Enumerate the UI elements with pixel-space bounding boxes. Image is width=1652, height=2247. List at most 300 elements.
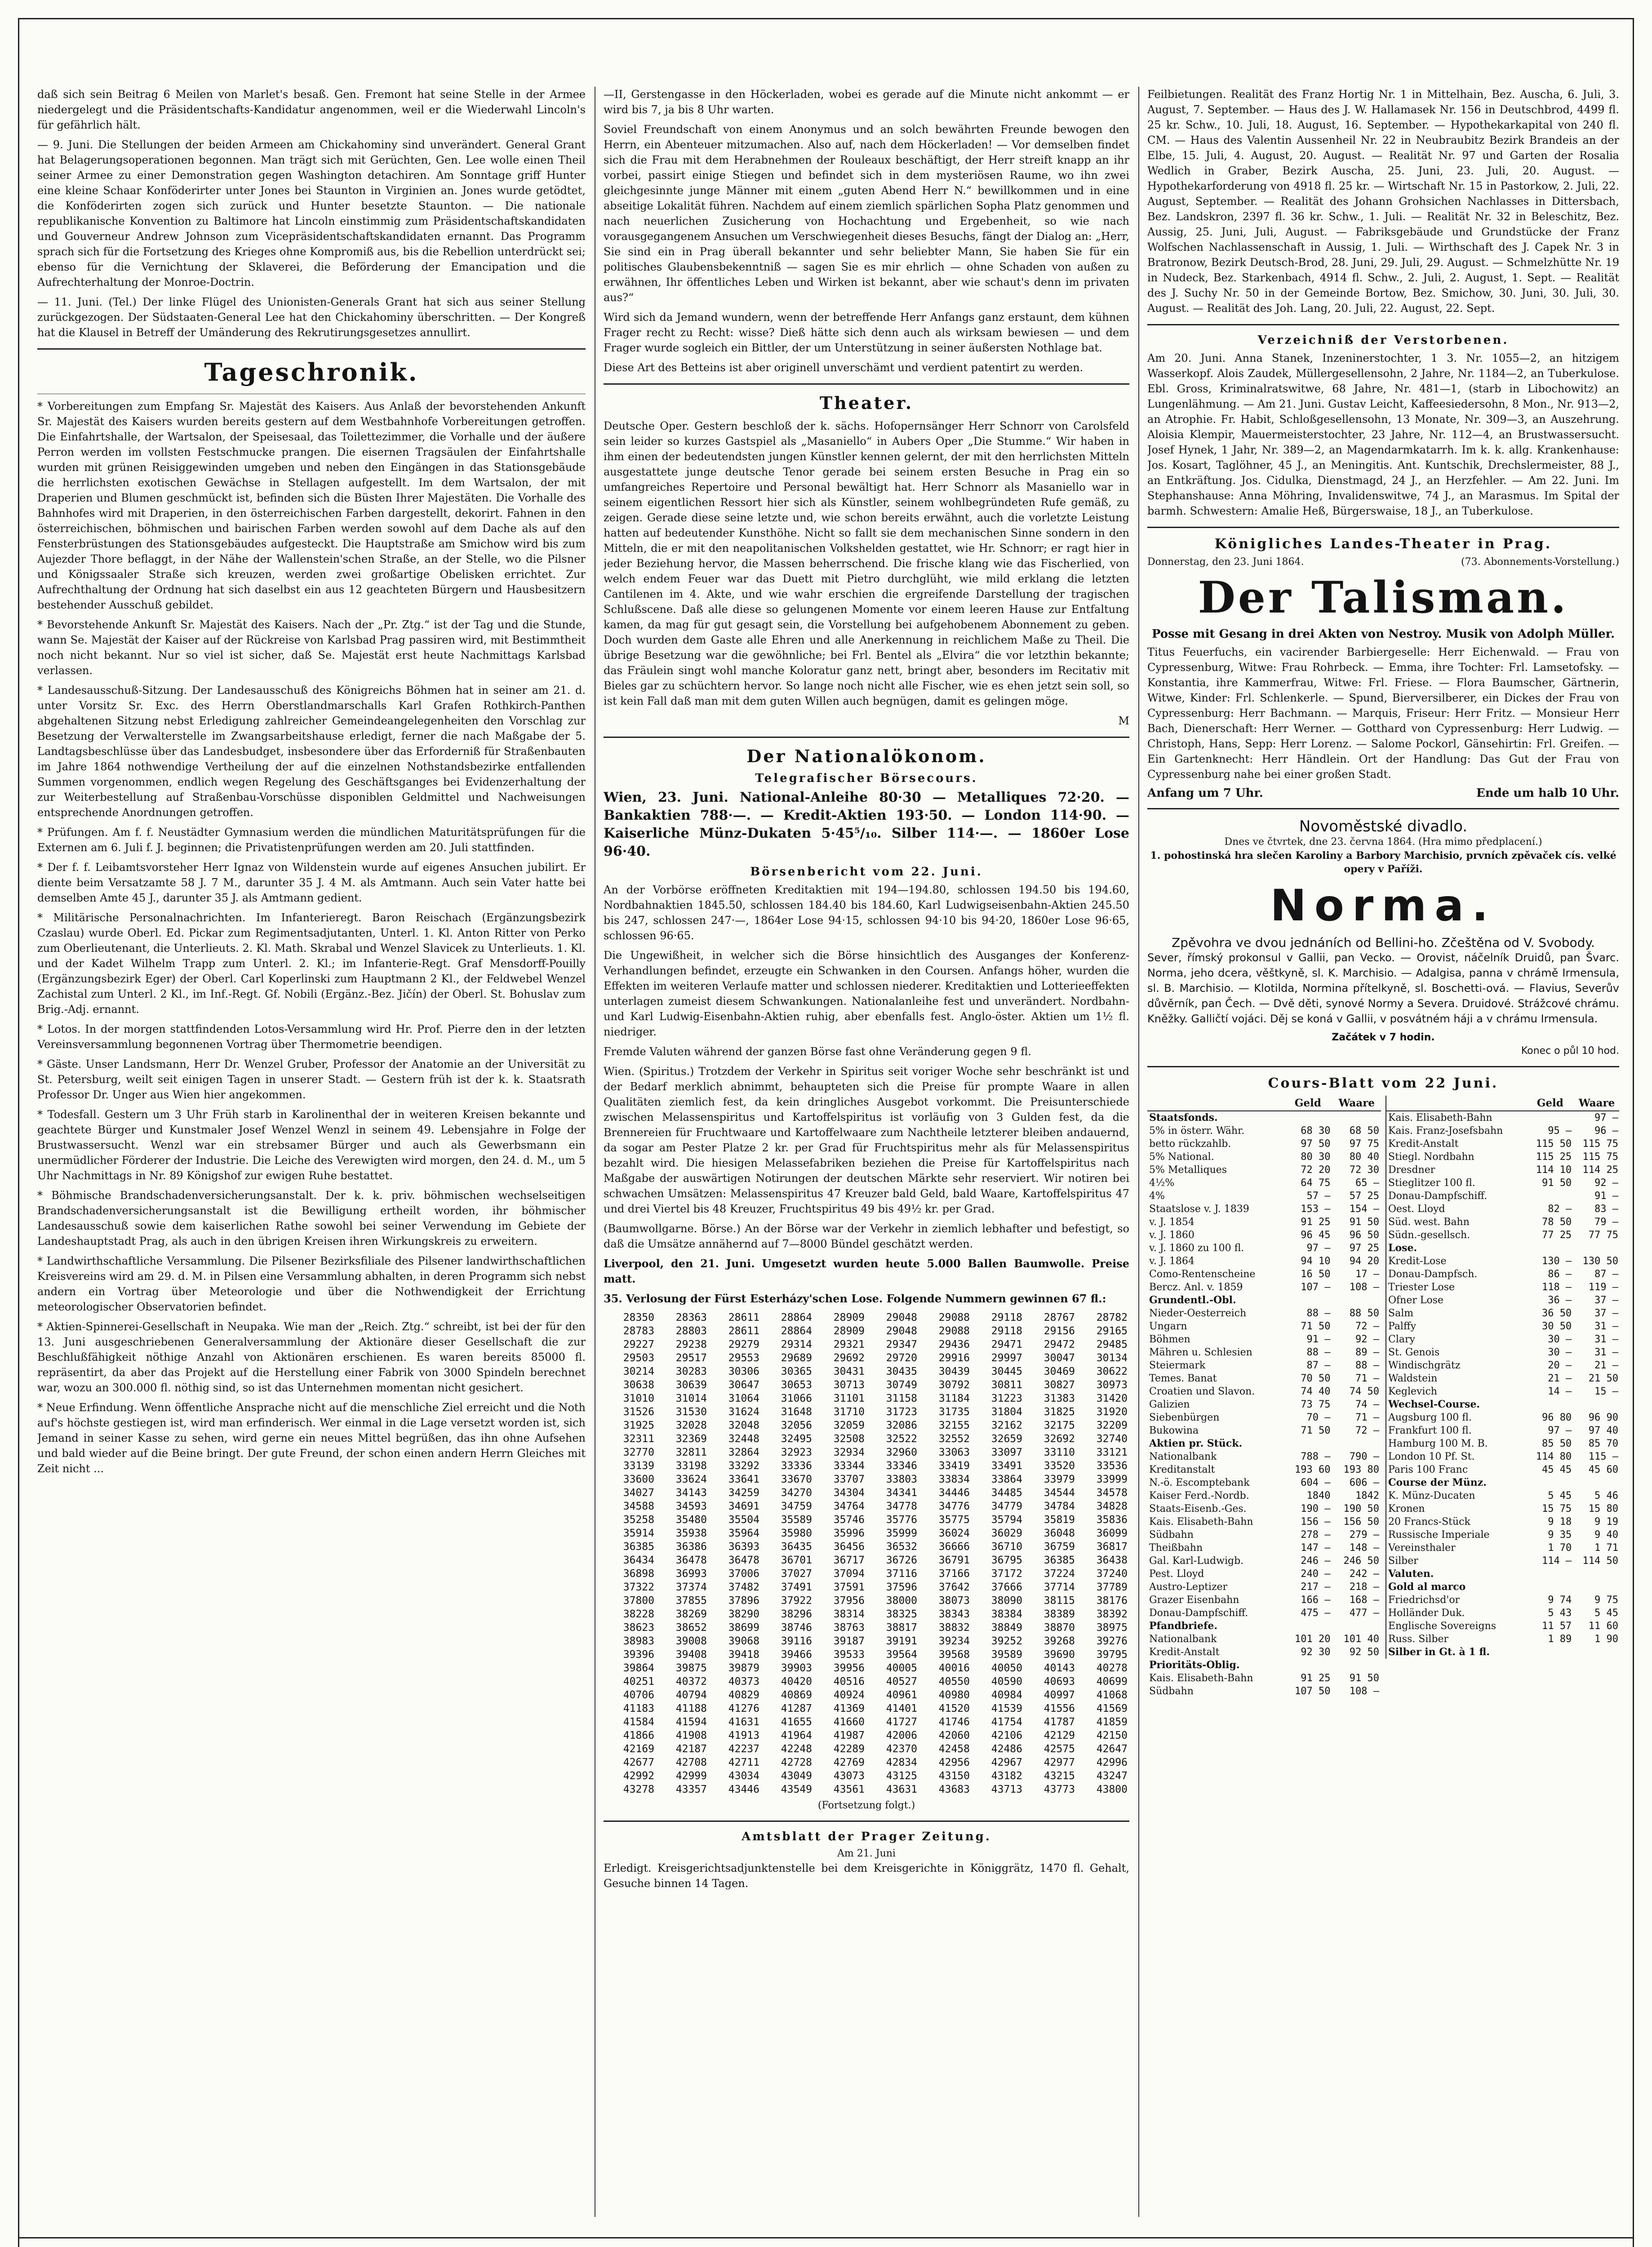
lottery-number: 34259 <box>728 1487 759 1499</box>
lottery-number: 33419 <box>938 1460 970 1472</box>
kurs-waare: 790 — <box>1349 1451 1379 1462</box>
lottery-number: 34764 <box>833 1501 865 1512</box>
lottery-number: 35794 <box>991 1514 1022 1526</box>
lottery-number: 34784 <box>1044 1501 1075 1512</box>
lottery-number: 28363 <box>675 1312 707 1323</box>
kurs-geld: 115 50 <box>1536 1138 1572 1150</box>
kurs-geld <box>1283 1659 1332 1672</box>
lottery-number: 40980 <box>938 1689 970 1701</box>
kurs-waare <box>1332 1659 1381 1672</box>
kurs-geld: 91 25 <box>1301 1673 1331 1684</box>
kurs-row <box>1147 1489 1381 1502</box>
kurs-row <box>1386 1163 1619 1177</box>
lottery-number: 39191 <box>886 1635 917 1647</box>
lottery-number: 38269 <box>675 1608 707 1620</box>
kurs-geld: 30 — <box>1548 1347 1572 1358</box>
kurs-row <box>1147 1581 1381 1594</box>
kurs-label: Kredit-Anstalt <box>1149 1647 1220 1658</box>
lottery-number: 39690 <box>1044 1649 1075 1661</box>
chronicle-item: * Der f. f. Leibamtsvorsteher Herr Ignaz von Wildenstein wurde auf eigenes Ansuchen jubilirt. Er diente beim Versatzamte 58 J. 7 M., darunter 35 J. 4 M. als Amtmann. Auch sein Vater hatte bei demselben Amte 45 J., darunter 35 J. als Amtmann gedient. <box>37 861 586 904</box>
kurs-header-row <box>1147 1096 1381 1111</box>
kurs-geld: 95 — <box>1548 1125 1572 1137</box>
kurs-geld: 82 — <box>1548 1203 1572 1215</box>
kurs-waare: 96 — <box>1594 1125 1618 1137</box>
lottery-number: 35980 <box>781 1528 812 1539</box>
kurs-geld: 107 — <box>1301 1282 1331 1293</box>
kurs-label: Siebenbürgen <box>1149 1412 1220 1423</box>
lottery-number: 35964 <box>728 1528 759 1539</box>
lottery-number: 33097 <box>991 1447 1022 1458</box>
theater-review: Deutsche Oper. Gestern beschloß der k. sächs. Hofopernsänger Herr Schnorr von Carolsfeld sein leider so kurzes Gastspiel als „Masaniello“ in Aubers Oper „Die Stumme.“ Wir haben in ihm einen der bedeutendsten jungen Künstler kennen gelernt, der mit den herrlichsten Mitteln ausgestattete junge deutsche Tenor gerade bei seinem ersten Besuche in Prag ein so umfangreiches Repertoire und Personal bewältigt hat. Herr Schnorr als Masaniello war in seinem eigentlichen Ressort hier sich als Künstler, seinem wohlbegründeten Rufe gemäß, zu zeigen. Gerade diese seine letzte und, wie schon bereits erwähnt, auch die vorletzte Leistung hatten auf bedeutender Kunsthöhe. Nicht so fallt sie dem mechanischen Sinne sondern in den Mitteln, die er mit den neapolitanischen Volkshelden gestattet, wie Hr. Schnorr; er ragt hier in jeder Beziehung hervor, die Massen beherrschend. Die frische klang wie das Fischerlied, von welch endem Feuer war das Duett mit Pietro durchglüht, wie mild erklang die letzten Cantilenen im 4. Akte, und wie wahr erschien die ergreifende Darstellung der tragischen Schlußscene. Daß alle diese so gelungenen Momente vor einem leeren Hause zur Entfaltung kamen, da mag für gut gesagt sein, die Vorstellung bei aufgehobenem Abonnement zu geben. Doch wurden dem Gaste alle Ehren und alle Anerkennung in reichlichem Maße zu Theil. Die übrige Besetzung war die gewöhnliche; bei Frl. Bentel als „Elvira“ die vor letzthin bekannte; das Fräulein singt wohl manche Koloratur ganz nett, bringt aber, besonders im Recitativ mit Bieles gar zu schüchtern hervor. So lange noch nicht alle Fischer, wie es ehen jetzt sein soll, so ist kein Fall daß man mit dem guten Willen auch begnügen, damit es gelingen möge. <box>604 420 1129 707</box>
lottery-number: 41287 <box>781 1703 812 1714</box>
kurs-waare: 74 50 <box>1349 1386 1379 1397</box>
kurs-waare: 57 25 <box>1349 1190 1379 1202</box>
lottery-number: 41556 <box>1044 1703 1075 1714</box>
newspaper-page <box>18 18 1634 2247</box>
lottery-row <box>604 1324 1129 1338</box>
kurs-waare: 72 — <box>1355 1321 1379 1332</box>
lottery-number: 30811 <box>991 1379 1022 1391</box>
kurs-row <box>1386 1190 1619 1203</box>
kurs-geld: 91 — <box>1306 1334 1331 1345</box>
lottery-number: 39396 <box>623 1649 654 1661</box>
chronicle-item: * Lotos. In der morgen stattfindenden Lotos-Versammlung wird Hr. Prof. Pierre den in der letzten Vereinsversammlung begonnenen Vortrag über Thermometrie beendigen. <box>37 1023 586 1051</box>
kurs-geld: 70 50 <box>1301 1373 1331 1384</box>
lottery-number: 43049 <box>781 1770 812 1782</box>
lottery-number: 32960 <box>886 1447 917 1458</box>
lottery-number: 43713 <box>991 1784 1022 1795</box>
lottery-number: 33063 <box>938 1447 970 1458</box>
lottery-number: 42169 <box>623 1743 654 1755</box>
lottery-number: 30435 <box>886 1366 917 1377</box>
novomestske-date: Dnes ve čtvrtek, dne 23. června 1864. (Hra mimo předplacení.) <box>1224 836 1542 848</box>
kurs-geld: 20 — <box>1548 1360 1572 1371</box>
kurs-row <box>1386 1307 1619 1320</box>
kurs-row <box>1147 1163 1381 1177</box>
lottery-number: 36898 <box>623 1568 654 1580</box>
kurs-label: Südbahn <box>1149 1686 1194 1697</box>
kurs-waare: 9 19 <box>1594 1516 1618 1528</box>
kurs-label: Kredit-Anstalt <box>1388 1138 1459 1150</box>
kurs-waare <box>1332 1620 1381 1633</box>
lottery-number: 37714 <box>1044 1581 1075 1593</box>
column-2 <box>604 87 1129 2217</box>
lottery-number: 38870 <box>1044 1622 1075 1634</box>
lottery-row <box>604 1581 1129 1594</box>
lottery-number: 41754 <box>991 1716 1022 1728</box>
kurs-waare: 74 — <box>1355 1399 1379 1410</box>
kurs-label: Gold al marco <box>1388 1581 1466 1593</box>
kurs-blatt <box>1147 1096 1619 1707</box>
lottery-number: 36791 <box>938 1554 970 1566</box>
kurs-geld: 80 30 <box>1301 1151 1331 1163</box>
kurs-geld: 87 — <box>1306 1360 1331 1371</box>
lottery-number: 32369 <box>675 1433 707 1445</box>
lottery-number: 42728 <box>781 1757 812 1768</box>
kurs-label: Grazer Eisenbahn <box>1149 1594 1239 1606</box>
market-paragraph: An der Vorbörse eröffneten Kreditaktien mit 194—194.80, schlossen 194.50 bis 194.60, Nordbahnaktien 1845.50, schlossen 184.40 bis 184.60, Karl Ludwigseisenbahn-Aktien 245.50 bis 247, schlossen 247·—, 1864er Lose 94·15, schlossen 94·10 bis 94·20, 1860er Lose 96·65, schlossen 96·65. <box>604 884 1129 942</box>
market-paragraph: Liverpool, den 21. Juni. Umgesetzt wurden heute 5.000 Ballen Baumwolle. Preise matt. <box>604 1257 1129 1285</box>
lottery-number: 38763 <box>833 1622 865 1634</box>
kurs-label: Gal. Karl-Ludwigb. <box>1149 1555 1244 1567</box>
kurs-waare: 97 75 <box>1349 1138 1379 1150</box>
lottery-row <box>604 1513 1129 1527</box>
lottery-number: 36478 <box>728 1554 759 1566</box>
lottery-number: 38983 <box>623 1635 654 1647</box>
kurs-row <box>1147 1424 1381 1437</box>
section-title-nationaloekonom: Der Nationalökonom. <box>746 746 986 766</box>
lottery-number: 36701 <box>781 1554 812 1566</box>
lottery-number: 31158 <box>886 1393 917 1404</box>
kurs-label: Palffy <box>1388 1321 1417 1332</box>
kurs-geld: 86 — <box>1548 1269 1572 1280</box>
lottery-number: 37642 <box>938 1581 970 1593</box>
lottery-number: 33999 <box>1096 1474 1128 1485</box>
lottery-number: 32522 <box>886 1433 917 1445</box>
kurs-geld: 30 — <box>1548 1334 1572 1345</box>
kurs-waare: 108 — <box>1349 1282 1379 1293</box>
lottery-row <box>604 1688 1129 1702</box>
kurs-waare: 130 50 <box>1582 1256 1618 1267</box>
lottery-number: 29472 <box>1044 1339 1075 1350</box>
kurs-geld: 1 70 <box>1548 1542 1572 1554</box>
play-end: Ende um halb 10 Uhr. <box>1476 786 1619 800</box>
kurs-label: Staatslose v. J. 1839 <box>1149 1203 1249 1215</box>
lottery-number: 35999 <box>886 1528 917 1539</box>
lottery-number: 28611 <box>728 1312 759 1323</box>
lottery-number: 36434 <box>623 1554 654 1566</box>
lottery-number: 32923 <box>781 1447 812 1458</box>
lottery-number: 41746 <box>938 1716 970 1728</box>
lottery-number: 32311 <box>623 1433 654 1445</box>
lottery-number: 37922 <box>781 1595 812 1607</box>
lottery-number: 41655 <box>781 1716 812 1728</box>
kurs-waare: 77 75 <box>1588 1230 1618 1241</box>
lottery-number: 36532 <box>886 1541 917 1553</box>
kurs-geld: 92 30 <box>1301 1647 1331 1658</box>
kurs-geld: 130 — <box>1541 1256 1572 1267</box>
lottery-number: 31804 <box>991 1406 1022 1418</box>
kurs-waare: 89 — <box>1355 1347 1379 1358</box>
lottery-number: 29553 <box>728 1352 759 1364</box>
kurs-label: v. J. 1860 zu 100 fl. <box>1149 1243 1244 1254</box>
lottery-number: 32175 <box>1044 1420 1075 1431</box>
kurs-geld: 70 — <box>1306 1412 1331 1423</box>
kurs-category <box>1386 1242 1619 1255</box>
lottery-row <box>604 1554 1129 1567</box>
lottery-number: 31064 <box>728 1393 759 1404</box>
lottery-number: 32934 <box>833 1447 865 1458</box>
lottery-number: 29165 <box>1096 1325 1128 1337</box>
lottery-number: 30134 <box>1096 1352 1128 1364</box>
kurs-geld: 9 35 <box>1548 1529 1572 1541</box>
lottery-number: 36386 <box>675 1541 707 1553</box>
lottery-number: 31825 <box>1044 1406 1075 1418</box>
kurs-waare: 31 — <box>1594 1347 1618 1358</box>
kurs-row <box>1147 1320 1381 1333</box>
kurs-row <box>1386 1385 1619 1398</box>
kurs-waare: 114 25 <box>1582 1164 1618 1176</box>
lottery-number: 38073 <box>938 1595 970 1607</box>
kurs-geld: 101 20 <box>1295 1634 1331 1645</box>
lottery-number: 39564 <box>886 1649 917 1661</box>
kurs-row <box>1386 1528 1619 1541</box>
section-divider <box>37 348 586 350</box>
kurs-geld: 97 — <box>1306 1243 1331 1254</box>
lottery-number: 41866 <box>623 1730 654 1741</box>
lottery-row <box>604 1756 1129 1769</box>
kurs-waare: 218 — <box>1349 1581 1379 1593</box>
kurs-row <box>1147 1307 1381 1320</box>
lottery-number: 37172 <box>991 1568 1022 1580</box>
kurs-label: Theißbahn <box>1149 1542 1203 1554</box>
lottery-number: 40984 <box>991 1689 1022 1701</box>
kurs-label: v. J. 1854 <box>1149 1217 1195 1228</box>
kurs-waare: 9 40 <box>1594 1529 1618 1541</box>
kurs-label: Galizien <box>1149 1399 1190 1410</box>
kurs-geld: 73 75 <box>1301 1399 1331 1410</box>
kurs-label: Russ. Silber <box>1388 1634 1449 1645</box>
amtsblatt-date: Am 21. Juni <box>837 1848 896 1859</box>
chronicle-item: * Vorbereitungen zum Empfang Sr. Majestät des Kaisers. Aus Anlaß der bevorstehenden Ankunft Sr. Majestät des Kaisers wurden bereits gestern auf dem Westbahnhofe Vorbereitungen getroffen. Die Einfahrtshalle, der Wartsalon, der Speisesaal, das Toilettezimmer, die Vorhalle und der äußere Perron werden im vollsten Festschmucke prangen. Die eisernen Tragsäulen der Einfahrtshalle wurden mit grünen Reisiggewinden umgeben und neben den Eingängen in das Stationsgebäude die herrlichsten exotischen Gewächse in Stellagen aufgestellt. Im dem Wartsalon, der mit Draperien und Blumen geschmückt ist, befinden sich die Büsten Ihrer Majestäten. Die Vorhalle des Bahnhofes wird mit Draperien, in den österreichischen Farben dargestellt, dekorirt. Fahnen in den österreichischen, böhmischen und bairischen Farben werden sowohl auf dem Dache als auf den Fensterbrüstungen des Stationsgebäudes aufgesteckt. Die Hauptstraße am Smichow wird bis zum Aujezder Thore beflaggt, in der Nähe der Wallenstein'schen Straße, an der Stelle, wo die Pilsner und Königssaaler Straße sich kreuzen, werden zwei großartige Obelisken errichtet. Zur Aufrechthaltung der Ordnung hat sich daselbst ein aus 12 geachteten Bürgern und Hausbesitzern bestehender Ausschuß gebildet. <box>37 400 586 611</box>
chronicle-item: * Aktien-Spinnerei-Gesellschaft in Neupaka. Wie man der „Reich. Ztg.“ schreibt, ist bei der für den 13. Juni ausgeschriebenen Generalversammlung der Aktionäre dieser Gesellschaft die zur Beschlußfähigkeit nöthige Anzahl von Aktionären erschienen. Es waren bereits 85000 fl. repräsentirt, da aber das Projekt auf die Herstellung einer Fabrik von 3000 Spindeln berechnet war, wozu an 300.000 fl. nöthig sind, so ist das Unternehmen momentan nicht gesichert. <box>37 1320 586 1394</box>
lottery-number: 40005 <box>886 1662 917 1674</box>
kurs-label: Holländer Duk. <box>1388 1608 1465 1619</box>
kurs-row <box>1147 1554 1381 1568</box>
lottery-number: 43549 <box>781 1784 812 1795</box>
kurs-row <box>1147 1333 1381 1346</box>
kurs-row <box>1386 1515 1619 1528</box>
kurs-geld <box>1283 1437 1332 1450</box>
kurs-left <box>1147 1096 1381 1698</box>
kurs-waare: 79 — <box>1594 1217 1618 1228</box>
kurs-label: Windischgrätz <box>1388 1360 1461 1371</box>
kurs-geld: 166 — <box>1301 1594 1331 1606</box>
kurs-geld <box>1527 1242 1573 1255</box>
lottery-number: 43182 <box>991 1770 1022 1782</box>
lottery-row <box>604 1527 1129 1540</box>
lottery-number: 31184 <box>938 1393 970 1404</box>
lottery-number: 33864 <box>991 1474 1022 1485</box>
kurs-row <box>1386 1359 1619 1372</box>
kurs-row <box>1386 1150 1619 1163</box>
lottery-number: 36717 <box>833 1554 865 1566</box>
kurs-geld: 9 74 <box>1548 1594 1572 1606</box>
kurs-waare <box>1332 1294 1381 1307</box>
kurs-category <box>1386 1646 1619 1659</box>
kurs-row <box>1386 1411 1619 1424</box>
lottery-number: 30622 <box>1096 1366 1128 1377</box>
lottery-number: 36393 <box>728 1541 759 1553</box>
lottery-number: 35775 <box>938 1514 970 1526</box>
kurs-label: Böhmen <box>1149 1334 1190 1345</box>
kurs-waare: 68 50 <box>1349 1125 1379 1137</box>
kurs-label: Kronen <box>1388 1503 1425 1514</box>
lottery-row <box>604 1621 1129 1634</box>
lottery-number: 39533 <box>833 1649 865 1661</box>
kurs-row <box>1147 1594 1381 1607</box>
kurs-geld: 240 — <box>1301 1568 1331 1580</box>
kurs-label: St. Genois <box>1388 1347 1440 1358</box>
kurs-label: Croatien und Slavon. <box>1149 1386 1255 1397</box>
kurs-waare: 246 50 <box>1343 1555 1379 1567</box>
kurs-row <box>1147 1255 1381 1268</box>
kurs-row <box>1147 1450 1381 1463</box>
kurs-category <box>1386 1476 1619 1489</box>
lottery-number: 29118 <box>991 1312 1022 1323</box>
lottery-number: 31420 <box>1096 1393 1128 1404</box>
kurs-label: 20 Francs-Stück <box>1388 1516 1470 1528</box>
kurs-label: Triester Lose <box>1388 1282 1455 1293</box>
lottery-number: 41068 <box>1096 1689 1128 1701</box>
kurs-waare <box>1573 1568 1619 1581</box>
feilbietungen: Feilbietungen. Realität des Franz Hortig Nr. 1 in Mittelhain, Bez. Auscha, 6. Juli, 3. August, 7. September. — Haus des J. W. Hallamasek Nr. 156 in Deutschbrod, 4499 fl. 25 kr. Schw., 10. Juli, 18. August, 16. September. — Hypothekarkapital von 240 fl. CM. — Haus des Valentin Aussenheil Nr. 22 in Neubraubitz Bezirk Brandeis an der Elbe, 15. Juli, 4. August, 20. August. — Realität Nr. 97 und Garten der Rosalia Wedlich in Graber, Bezirk Auscha, 25. Juni, 23. Juli, 20. August. — Hypothekarforderung von 4918 fl. 25 kr. — Wirtschaft Nr. 15 in Pastorkow, 2. Juli, 22. August, September. — Realität des Johann Grohsichen Nachlasses in Dittersbach, Bez. Landskron, 2397 fl. 36 kr. Schw., 1. Juli. — Realität Nr. 32 in Beleschitz, Bez. Aussig, 25. Juni, Juli, August. — Fabriksgebäude und Grundstücke der Franz Wolfschen Nachlassenschaft in Aussig, 1. Juli. — Wirthschaft des J. Capek Nr. 3 in Bratronow, Bezirk Deutsch-Brod, 28. Juni, 29. Juli, 29. August. — Schmelzhütte Nr. 19 in Nudeck, Bez. Starkenbach, 4914 fl. Schw., 2. Juli, 2. August, 1. Sept. — Realität des J. Suchy Nr. 50 in der Gemeinde Bortow, Bez. Smichow, 30. Juni, 30. Juli, 30. August. — Realität des Joh. Lang, 20. Juli, 22. August, 22. Sept. <box>1147 88 1619 315</box>
kurs-category <box>1147 1111 1381 1124</box>
kurs-row <box>1147 1346 1381 1359</box>
lottery-number: 29238 <box>675 1339 707 1350</box>
kurs-label: Grundentl.-Obl. <box>1149 1294 1236 1306</box>
play-cast: Titus Feuerfuchs, ein vacirender Barbiergeselle: Herr Eichenwald. — Frau von Cypressenburg, Witwe: Frau Rohrbeck. — Emma, ihre Tochter: Frl. Lamsetofsky. — Konstantia, ihre Kammerfrau, Witwe: Frl. Friese. — Flora Baumscher, Gärtnerin, Witwe, Kinder: Frl. Schlenkerle. — Spund, Bierversilberer, ein Dickes der Frau von Cypressenburg: Herr Bachmann. — Marquis, Friseur: Herr Fritz. — Monsieur Herr Bach, Dienerschaft: Herr Werner. — Gotthard von Cypressenburg: Herr Ludwig. — Christoph, Hans, Sepp: Herr Lorenz. — Salome Pockorl, Gänsehirtin: Frl. Greifen. — Ein Gartenknecht: Herr Händlein. Ort der Handlung: Das Gut der Frau von Cypressenburg nahe bei einer großen Stadt. <box>1147 646 1619 781</box>
kurs-geld <box>1527 1568 1573 1581</box>
lottery-number: 39795 <box>1096 1649 1128 1661</box>
kurs-label: Austro-Leptizer <box>1149 1581 1228 1593</box>
lottery-number: 34270 <box>781 1487 812 1499</box>
column-3 <box>1147 87 1619 2217</box>
kurs-row <box>1147 1568 1381 1581</box>
lottery-row <box>604 1675 1129 1688</box>
kurs-waare: 5 46 <box>1594 1490 1618 1501</box>
lottery-row <box>604 1702 1129 1715</box>
kurs-header: Geld <box>1527 1096 1573 1111</box>
lottery-number: 33803 <box>886 1474 917 1485</box>
lottery-number: 31710 <box>833 1406 865 1418</box>
kurs-label: Vereinsthaler <box>1388 1542 1456 1554</box>
lottery-number: 43631 <box>886 1784 917 1795</box>
lottery-row <box>604 1715 1129 1729</box>
lottery-number: 35938 <box>675 1528 707 1539</box>
lottery-number: 40516 <box>833 1676 865 1687</box>
lottery-number: 38849 <box>991 1622 1022 1634</box>
kurs-geld: 71 50 <box>1301 1425 1331 1436</box>
lottery-number: 30638 <box>623 1379 654 1391</box>
kurs-label: Steiermark <box>1149 1360 1206 1371</box>
kurs-row <box>1386 1541 1619 1554</box>
lottery-number: 42647 <box>1096 1743 1128 1755</box>
kurs-row <box>1147 1203 1381 1216</box>
lottery-number: 41908 <box>675 1730 707 1741</box>
lottery-number: 39276 <box>1096 1635 1128 1647</box>
novomestske-title: Novoměstské divadlo. <box>1299 817 1468 835</box>
lottery-number: 43357 <box>675 1784 707 1795</box>
kurs-label: Salm <box>1388 1308 1414 1319</box>
kurs-row <box>1386 1554 1619 1568</box>
lottery-number: 42708 <box>675 1757 707 1768</box>
kurs-row <box>1386 1424 1619 1437</box>
kurs-geld <box>1527 1111 1573 1124</box>
kurs-geld: 115 25 <box>1536 1151 1572 1163</box>
kurs-geld: 217 — <box>1301 1581 1331 1593</box>
lottery-number: 41964 <box>781 1730 812 1741</box>
kurs-waare: 21 — <box>1594 1360 1618 1371</box>
lottery-number: 39879 <box>728 1662 759 1674</box>
market-paragraph: (Baumwollgarne. Börse.) An der Börse war der Verkehr in ziemlich lebhafter und befestigt, so daß die Umsätze annähernd auf 7—8000 Bündel geschätzt werden. <box>604 1222 1129 1250</box>
kurs-waare: 71 — <box>1355 1412 1379 1423</box>
lottery-number: 41276 <box>728 1703 759 1714</box>
kurs-row <box>1147 1541 1381 1554</box>
section-divider <box>604 737 1129 738</box>
kurs-row <box>1147 1672 1381 1685</box>
kurs-waare: 31 — <box>1594 1321 1618 1332</box>
lottery-number: 32059 <box>833 1420 865 1431</box>
lottery-row <box>604 1661 1129 1675</box>
lottery-number: 40699 <box>1096 1676 1128 1687</box>
kurs-geld: 96 45 <box>1301 1230 1331 1241</box>
kurs-label: Frankfurt 100 fl. <box>1388 1425 1472 1436</box>
kurs-waare: 114 50 <box>1582 1555 1618 1567</box>
telegraph-quotes: Wien, 23. Juni. National-Anleihe 80·30 — Metalliques 72·20. — Bankaktien 788·—. — Kredit-Aktien 193·50. — London 114·90. — Kaiserliche Münz-Dukaten 5·45⁵/₁₀. Silber 114·—. — 1860er Lose 96·40. <box>604 790 1129 859</box>
lottery-number: 36478 <box>675 1554 707 1566</box>
lottery-row <box>604 1338 1129 1351</box>
kurs-label: Valuten. <box>1388 1568 1434 1580</box>
lottery-number: 34304 <box>833 1487 865 1499</box>
kurs-waare: 168 — <box>1349 1594 1379 1606</box>
lottery-number: 42187 <box>675 1743 707 1755</box>
lottery-number: 35819 <box>1044 1514 1075 1526</box>
lottery-number: 37240 <box>1096 1568 1128 1580</box>
lottery-number: 33536 <box>1096 1460 1128 1472</box>
kurs-waare: 31 — <box>1594 1334 1618 1345</box>
lottery-number: 42992 <box>623 1770 654 1782</box>
kurs-waare <box>1573 1242 1619 1255</box>
lottery-number: 37006 <box>728 1568 759 1580</box>
chronicle-item: * Gäste. Unser Landsmann, Herr Dr. Wenzel Gruber, Professor der Anatomie an der Universität zu St. Petersburg, weilt seit einigen Tagen in unserer Stadt. — Gestern früh ist der k. k. Staatsrath Professor Dr. Unger aus Wien hier angekommen. <box>37 1058 586 1101</box>
lottery-number: 36385 <box>623 1541 654 1553</box>
lottery-number: 40251 <box>623 1676 654 1687</box>
lottery-number: 35914 <box>623 1528 654 1539</box>
kurs-geld <box>1527 1398 1573 1411</box>
kurs-label: v. J. 1860 <box>1149 1230 1195 1241</box>
kurs-geld <box>1527 1476 1573 1489</box>
lottery-number: 28909 <box>833 1312 865 1323</box>
chronicle-item: * Neue Erfindung. Wenn öffentliche Ansprache nicht auf die menschliche Ziel erreicht und die Noth auf's höchste gestiegen ist, wird man erfinderisch. Wer einmal in die Lage versetzt worden ist, sich Jemand in seiner Kasse zu sehen, wird gerne ein neues Mittel begrüßen, das ihn ohne Aufsehen und bald wieder auf die Beine bringt. Der gute Freund, der schon einen andern Herrn Gleiches mit Zeit nicht ... <box>37 1401 586 1475</box>
lottery-number: 33670 <box>781 1474 812 1485</box>
kurs-geld: 96 80 <box>1541 1412 1572 1423</box>
lottery-number: 30431 <box>833 1366 865 1377</box>
lottery-number: 36726 <box>886 1554 917 1566</box>
lottery-number: 37855 <box>675 1595 707 1607</box>
kurs-category <box>1386 1568 1619 1581</box>
kurs-waare: 242 — <box>1349 1568 1379 1580</box>
kurs-category <box>1386 1581 1619 1594</box>
news-paragraph: Diese Art des Betteins ist aber originell unverschämt und verdient patentirt zu werden. <box>604 361 1084 374</box>
lottery-number: 28767 <box>1044 1312 1075 1323</box>
kurs-geld: 88 — <box>1306 1347 1331 1358</box>
kurs-waare <box>1332 1437 1381 1450</box>
kurs-geld: 246 — <box>1301 1555 1331 1567</box>
kurs-label: Nationalbank <box>1149 1634 1217 1645</box>
kurs-label: 4% <box>1149 1190 1165 1202</box>
kurs-geld: 45 45 <box>1541 1464 1572 1475</box>
lottery-table <box>604 1311 1129 1796</box>
lottery-number: 39008 <box>675 1635 707 1647</box>
lottery-number: 33979 <box>1044 1474 1075 1485</box>
kurs-waare: 45 60 <box>1588 1464 1618 1475</box>
kurs-waare: 80 40 <box>1349 1151 1379 1163</box>
kurs-label: K. Münz-Ducaten <box>1388 1490 1475 1501</box>
kurs-waare: 37 — <box>1594 1308 1618 1319</box>
kurs-geld <box>1527 1646 1573 1659</box>
lottery-number: 32770 <box>623 1447 654 1458</box>
